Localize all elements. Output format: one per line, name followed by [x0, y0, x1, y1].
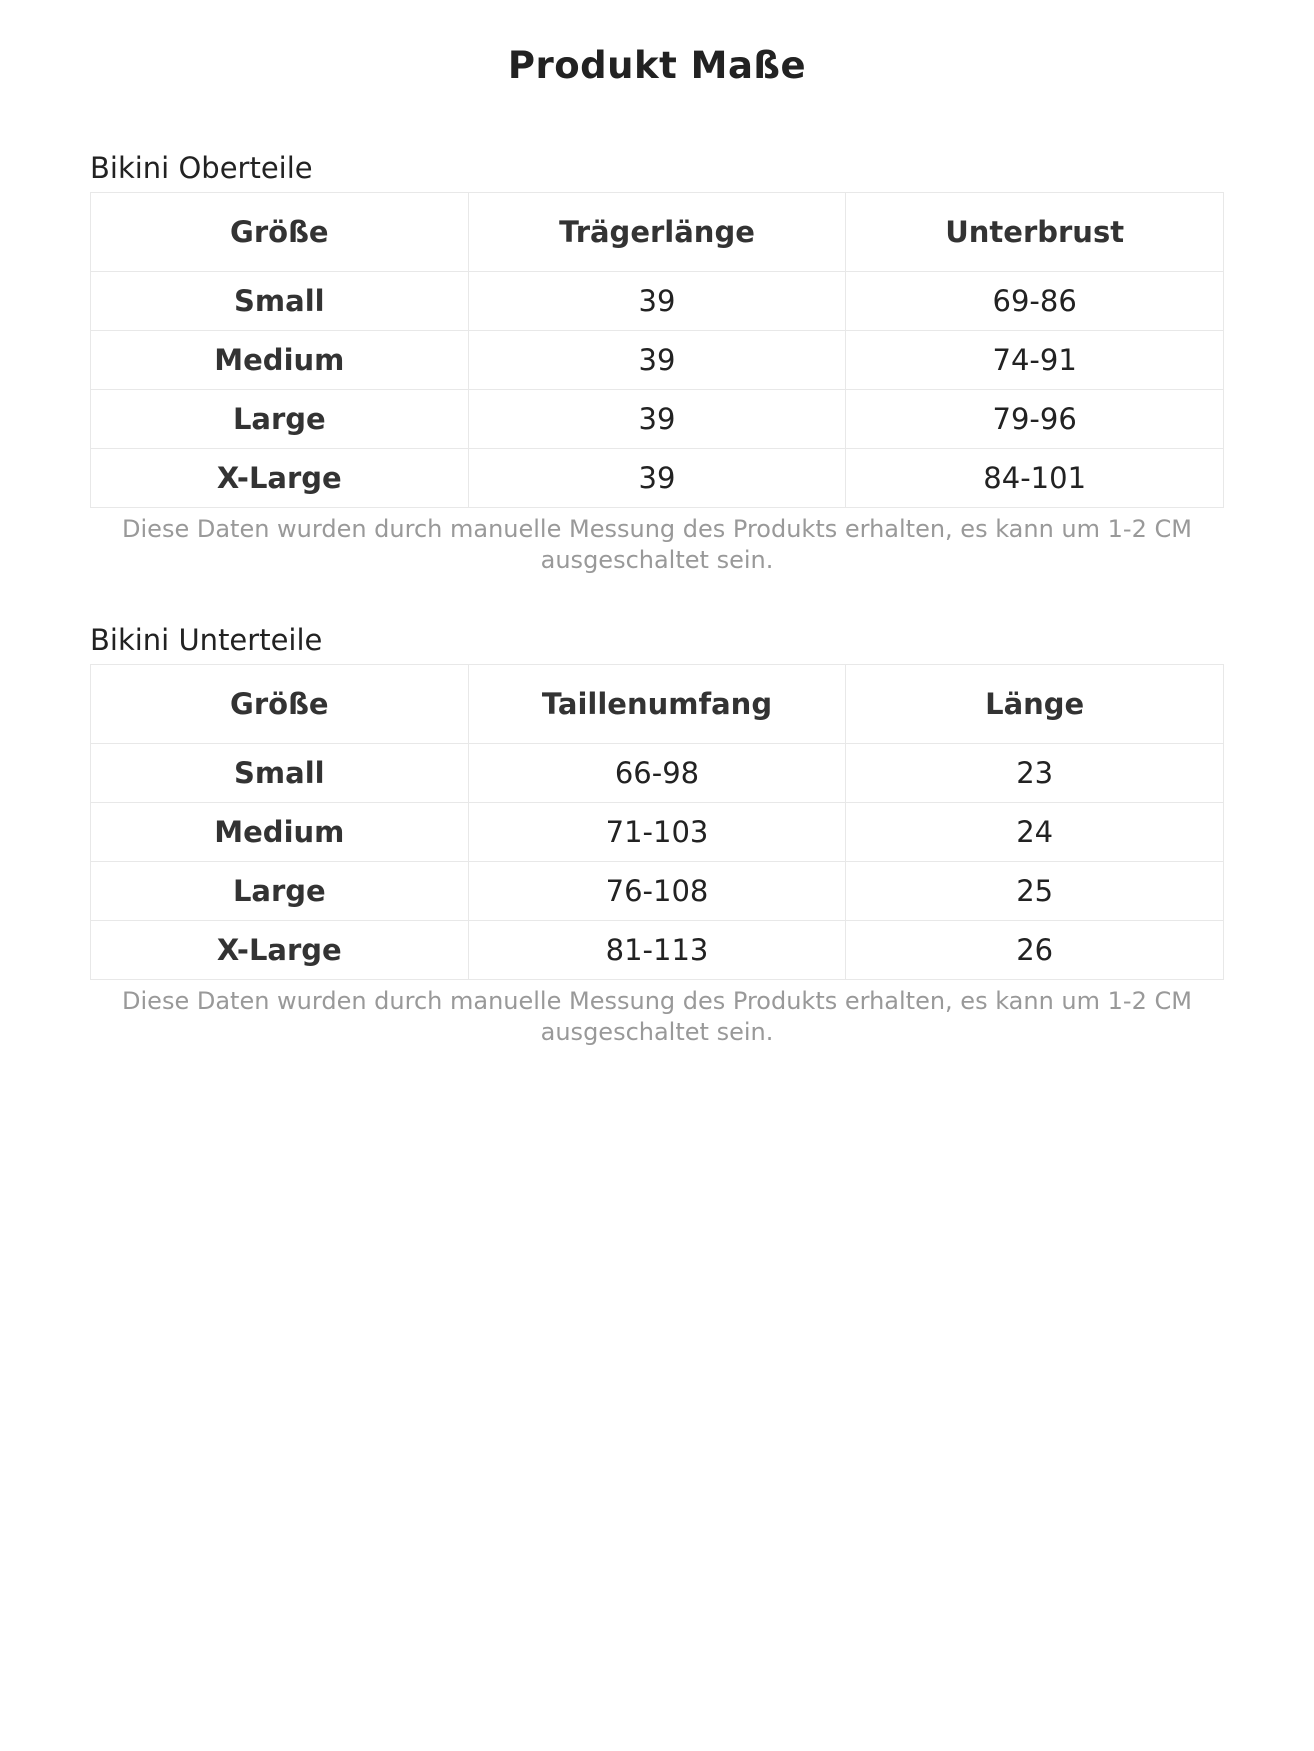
column-header: Größe: [91, 665, 469, 744]
table-cell: 84-101: [846, 449, 1224, 508]
table-cell: 79-96: [846, 390, 1224, 449]
table-row: [91, 803, 1224, 862]
table-cell: 23: [846, 744, 1224, 803]
bottoms-section: [90, 616, 1224, 1048]
table-cell: 69-86: [846, 272, 1224, 331]
size-cell: X-Large: [91, 449, 469, 508]
size-cell: Medium: [91, 803, 469, 862]
table-cell: 25: [846, 862, 1224, 921]
table-cell: 39: [468, 272, 846, 331]
tops-size-table: [90, 192, 1224, 508]
table-cell: 26: [846, 921, 1224, 980]
table-cell: 81-113: [468, 921, 846, 980]
size-cell: Medium: [91, 331, 469, 390]
column-header: Trägerlänge: [468, 193, 846, 272]
table-row: [91, 272, 1224, 331]
column-header: Länge: [846, 665, 1224, 744]
bottoms-size-table: [90, 664, 1224, 980]
column-header: Größe: [91, 193, 469, 272]
size-cell: Large: [91, 862, 469, 921]
column-header: Unterbrust: [846, 193, 1224, 272]
measurement-note-line: ausgeschaltet sein.: [540, 1018, 774, 1046]
page-title: Produkt Maße: [507, 44, 807, 87]
measurement-note: [0, 980, 1314, 1048]
table-row: [91, 744, 1224, 803]
measurement-note-line: Diese Daten wurden durch manuelle Messung des Produkts erhalten, es kann um 1-2 CM: [122, 515, 1192, 543]
table-cell: 24: [846, 803, 1224, 862]
table-cell: 39: [468, 390, 846, 449]
measurement-note: [0, 508, 1314, 576]
size-cell: Large: [91, 390, 469, 449]
table-row: [91, 390, 1224, 449]
table-row: [91, 921, 1224, 980]
size-cell: Small: [91, 744, 469, 803]
column-header: Taillenumfang: [468, 665, 846, 744]
table-row: [91, 862, 1224, 921]
table-cell: 39: [468, 449, 846, 508]
size-cell: Small: [91, 272, 469, 331]
measurement-note-line: Diese Daten wurden durch manuelle Messung des Produkts erhalten, es kann um 1-2 CM: [122, 987, 1192, 1015]
table-cell: 66-98: [468, 744, 846, 803]
measurement-note-line: ausgeschaltet sein.: [540, 546, 774, 574]
table-cell: 39: [468, 331, 846, 390]
table-row: [91, 449, 1224, 508]
tops-section: [90, 144, 1224, 576]
tops-section-title: Bikini Oberteile: [90, 151, 313, 185]
size-cell: X-Large: [91, 921, 469, 980]
table-cell: 74-91: [846, 331, 1224, 390]
table-header-row: [91, 193, 1224, 272]
table-row: [91, 331, 1224, 390]
table-cell: 76-108: [468, 862, 846, 921]
table-cell: 71-103: [468, 803, 846, 862]
bottoms-section-title: Bikini Unterteile: [90, 623, 323, 657]
table-header-row: [91, 665, 1224, 744]
